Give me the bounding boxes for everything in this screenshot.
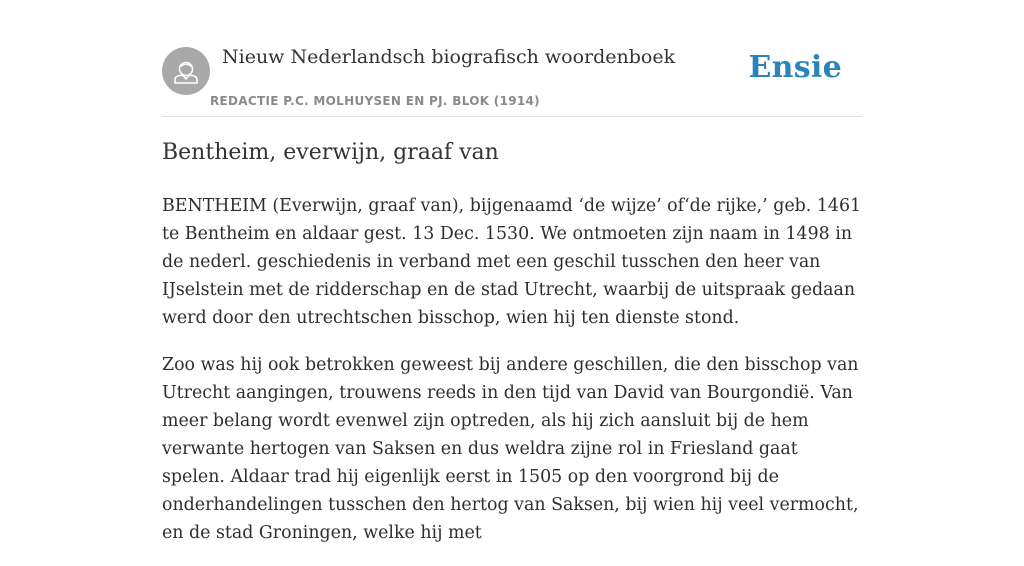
- article-title: Bentheim, everwijn, graaf van: [162, 140, 499, 165]
- article-paragraph: BENTHEIM (Everwijn, graaf van), bijgenaamd ‘de wijze’ of‘de rijke,’ geb. 1461 te Bentheim en aldaar gest. 13 Dec. 1530. We ontmoeten zijn naam in 1498 in de nederl. geschiedenis in verband met een geschil tusschen den heer van IJselstein met de ridderschap en de stad Utrecht, waarbij de uitspraak gedaan werd door den utrechtschen bisschop, wien hij ten dienste stond.: [162, 196, 862, 328]
- user-avatar-icon: [162, 47, 210, 95]
- ensie-logo-link[interactable]: Ensie: [748, 50, 842, 85]
- article-paragraph: Zoo was hij ook betrokken geweest bij andere geschillen, die den bisschop van Utrecht aangingen, trouwens reeds in den tijd van David van Bourgondië. Van meer belang wordt evenwel zijn optreden, als hij zich aansluit bij de hem verwante hertogen van Saksen en dus weldra zijne rol in Friesland gaat spelen. Aldaar trad hij eigenlijk eerst in 1505 op den voorgrond bij de onderhandelingen tusschen den hertog van Saksen, bij wien hij veel vermocht, en de stad Groningen, welke hij met: [162, 355, 859, 543]
- article-body: [162, 192, 862, 566]
- book-editors: REDACTIE P.C. MOLHUYSEN EN PJ. BLOK (1914): [210, 94, 540, 108]
- book-header: [162, 46, 862, 117]
- book-title[interactable]: Nieuw Nederlandsch biografisch woordenboek: [222, 46, 676, 68]
